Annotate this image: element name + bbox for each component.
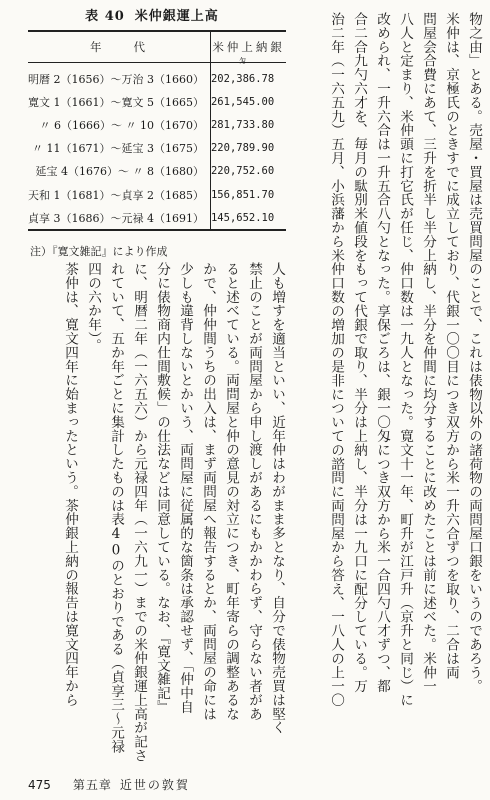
text-column: れていて、五か年ごとに集計したものは表40のとおりである（貞享三～元禄 (108, 262, 124, 754)
table-block (28, 8, 285, 259)
text-column: ると述べている。両問屋と仲の意見の対立につき、町年寄らの調整あるな (223, 262, 239, 721)
text-column: 分に俵物商内仕間敷候」の仕法などは同意している。なお、『寛文雑記』 (154, 262, 170, 714)
table-row: 明暦 2（1656）～万治 3（1660） 202,386.78 (28, 63, 286, 91)
table-row: 〃 6（1666）～ 〃 10（1670） 281,733.80 (28, 113, 286, 136)
table-caption (28, 8, 276, 26)
text-column: 茶仲は、寛文四年に始まったという。茶仲銀上納の報告は寛文四年から (62, 262, 78, 707)
text-column: 八人と定まり、米仲頭に打它氏が任じ、仲口数は一九人となった。寛文十一年、町升が江戸升（京升と同じ）に (397, 12, 413, 707)
chapter-title: 近世の敦賀 (119, 778, 190, 792)
header-period: 年 代 (28, 31, 210, 63)
text-column: 米仲は、京極氏のときすでに成立しており、代銀一〇〇目につき双方から米一升六合ずつを取り、二合は両 (443, 12, 459, 680)
text-column: 物之由」とある。売屋・買屋は売買問屋のことで、これは俵物以外の諸荷物の両問屋口銀をいうのであろう。 (466, 12, 482, 694)
table-row: 天和 1（1681）～貞享 2（1685） 156,851.70 (28, 183, 286, 206)
text-column: かで、仲仲間うちの出入は、まず両問屋へ報告するとか、両問屋の命には (200, 262, 216, 721)
text-column: 治二年（一六五九）五月、小浜藩から米仲口数の増加の是非についての諮問に両問屋から答え、一八人の上一〇 (328, 12, 344, 707)
table-row: 〃 11（1671）～延宝 3（1675） 220,789.90 (28, 137, 286, 160)
text-column: 人も増すを適当といい、近年仲はわがまま多となり、自分で俵物売買は堅く (269, 262, 285, 735)
page-footer (28, 776, 190, 793)
rice-broker-table (28, 30, 286, 231)
table-number: 表 40 (85, 9, 125, 24)
text-column: に、明暦二年（一六五六）から元禄四年（一六九一）までの米仲銀運上高が記さ (131, 262, 147, 763)
text-column: 問屋会合費にあて、三升を折半し半分上納し、半分を仲間に均分することに改めたことは前に述べた。米仲一 (420, 12, 436, 694)
page-number: 475 (28, 778, 51, 792)
chapter-label: 第五章 (72, 778, 112, 792)
text-column: 改められ、一升六合は一升五合八勺となった。享保ごろは、銀一〇匁につき双方から米一合四勺八才ずつ、都 (374, 12, 390, 694)
table-row: 寛文 1（1661）～寛文 5（1665） 261,545.00 (28, 90, 286, 113)
unit-label: 匁 (239, 57, 247, 65)
table-row: 延宝 4（1676）～ 〃 8（1680） 220,752.60 (28, 160, 286, 183)
text-column: 禁止のことが両問屋から申し渡しがあるにもかかわらず、守らない者があ (246, 262, 262, 721)
text-column: 四の六か年）。 (85, 262, 101, 353)
text-column: 合二合九勺六才を、毎月の駄別米値段をもって代銀で取り、半分は上納し、半分は一九口に配分している。万 (351, 12, 367, 694)
table-row: 貞享 3（1686）～元禄 4（1691） 145,652.10 (28, 206, 286, 230)
table-note: 注）『寛文雑記』により作成 (30, 245, 168, 259)
table-title: 米仲銀運上高 (134, 9, 219, 24)
header-value: 米仲上納銀 匁 (210, 31, 286, 63)
text-column: 少しも違背しないとかいう、両問屋に従属的な箇条は承認せず、「仲中自 (177, 262, 193, 714)
